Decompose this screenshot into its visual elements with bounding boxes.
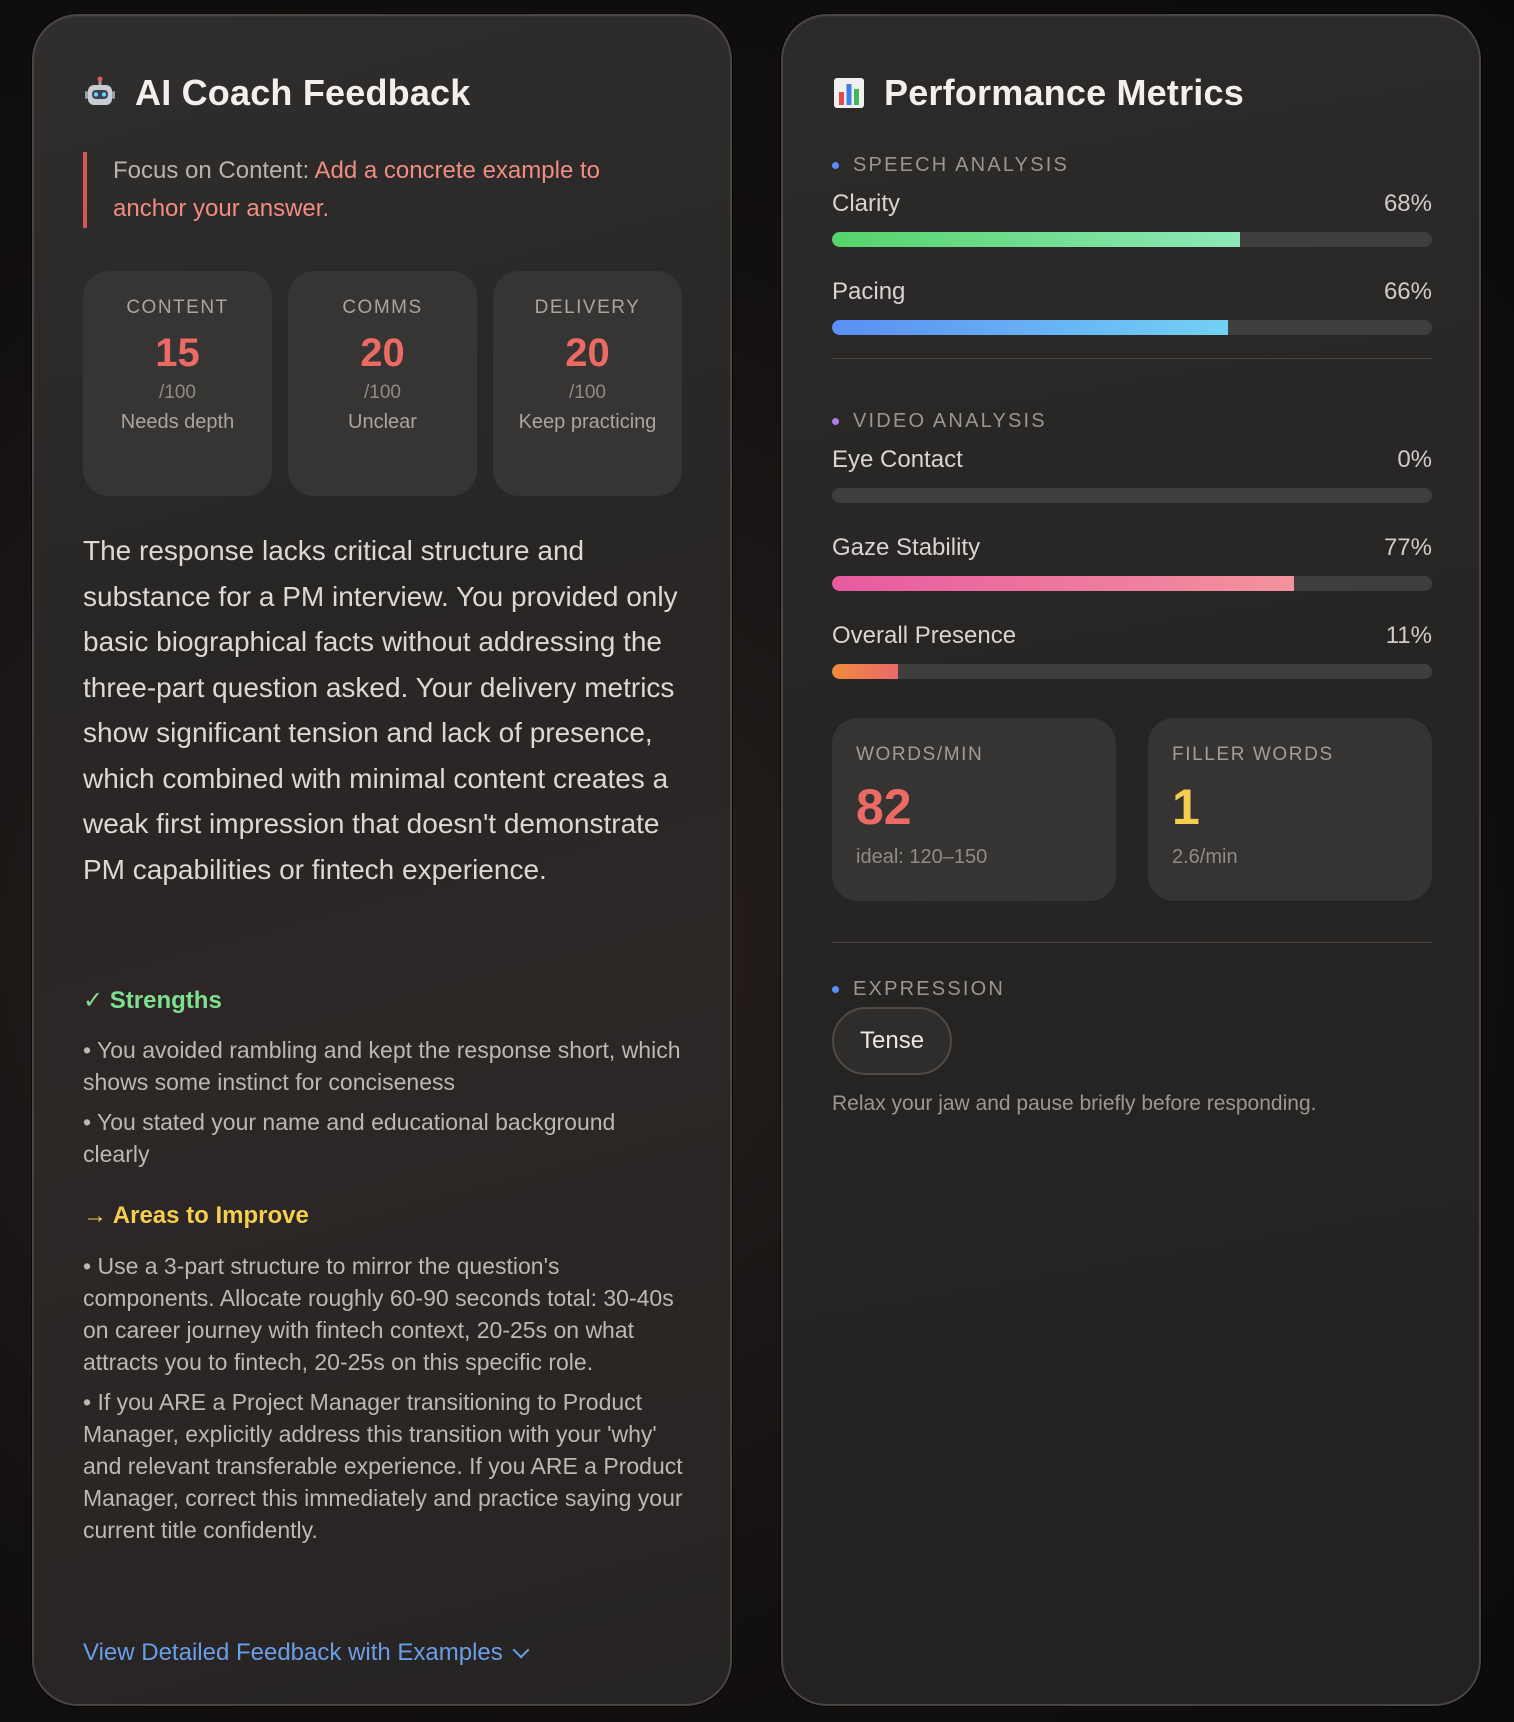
metrics-title: Performance Metrics	[884, 72, 1244, 113]
view-detailed-feedback-link[interactable]	[83, 1639, 527, 1667]
expression-badge: Tense	[832, 1007, 952, 1075]
list-item: • Use a 3-part structure to mirror the question's components. Allocate roughly 60-90 seconds total: 30-40s on career journey with fintech context, 20-25s on what attracts you to fintech, 20-25s on this specific role.	[83, 1250, 683, 1378]
bar-chart-icon	[832, 76, 866, 110]
performance-metrics-panel	[781, 14, 1481, 1706]
metric-percent: 68%	[1383, 190, 1432, 217]
progress-fill	[832, 576, 1294, 591]
section-label-text: SPEECH ANALYSIS	[853, 154, 1070, 176]
progress-fill	[832, 664, 898, 679]
stat-value: 1	[1172, 779, 1200, 835]
focus-text: Add a concrete example to anchor your answer.	[113, 157, 600, 222]
score-value: 15	[155, 331, 200, 375]
video-analysis-label	[832, 410, 1047, 433]
improve-list	[83, 1250, 683, 1554]
section-dot	[832, 162, 839, 169]
score-label: CONTENT	[126, 297, 229, 318]
score-label: COMMS	[342, 297, 423, 318]
words-per-minute-card	[832, 718, 1116, 901]
metric-name: Clarity	[832, 190, 901, 217]
score-card-delivery	[493, 271, 682, 496]
metric-gaze-stability	[832, 534, 1432, 591]
stat-label: WORDS/MIN	[856, 744, 984, 765]
progress-fill	[832, 320, 1228, 335]
progress-track	[832, 664, 1432, 679]
section-label-text: VIDEO ANALYSIS	[853, 410, 1047, 432]
stat-value: 82	[856, 779, 912, 835]
metric-eye-contact	[832, 446, 1432, 503]
speech-analysis-label	[832, 154, 1069, 177]
section-label-text: EXPRESSION	[853, 978, 1006, 1000]
metric-percent: 77%	[1383, 534, 1432, 561]
strengths-heading: ✓ Strengths	[83, 987, 222, 1014]
list-item: • You avoided rambling and kept the response short, which shows some instinct for conciseness	[83, 1034, 683, 1098]
section-dot	[832, 418, 839, 425]
score-denominator: /100	[159, 382, 196, 403]
divider	[832, 358, 1432, 359]
progress-track	[832, 232, 1432, 247]
improve-heading: → Areas to Improve	[83, 1202, 309, 1229]
detail-link-label: View Detailed Feedback with Examples	[83, 1639, 503, 1666]
coach-title: AI Coach Feedback	[135, 72, 471, 113]
stat-cards	[832, 718, 1432, 901]
filler-words-card	[1148, 718, 1432, 901]
metric-percent: 66%	[1383, 278, 1432, 305]
expression-label	[832, 978, 1005, 1001]
score-note: Keep practicing	[518, 411, 657, 433]
score-cards	[83, 271, 682, 496]
score-label: DELIVERY	[534, 297, 641, 318]
stat-sub: ideal: 120–150	[856, 846, 988, 868]
progress-track	[832, 320, 1432, 335]
metric-name: Eye Contact	[832, 446, 963, 473]
metric-percent: 11%	[1385, 622, 1432, 649]
metrics-header	[832, 72, 1244, 114]
metric-name: Overall Presence	[832, 622, 1017, 649]
stat-label: FILLER WORDS	[1172, 744, 1334, 765]
metric-name: Pacing	[832, 278, 906, 305]
expression-tip: Relax your jaw and pause briefly before responding.	[832, 1092, 1317, 1115]
score-denominator: /100	[364, 382, 401, 403]
coach-header	[83, 72, 471, 114]
score-card-comms	[288, 271, 477, 496]
strengths-list	[83, 1034, 683, 1178]
score-value: 20	[565, 331, 610, 375]
metric-overall-presence	[832, 622, 1432, 679]
list-item: • If you ARE a Project Manager transitioning to Product Manager, explicitly address this transition with your 'why' and relevant transferable experience. If you ARE a Product Manager, correct this immediately and practice saying your current title confidently.	[83, 1386, 683, 1546]
score-card-content	[83, 271, 272, 496]
metric-name: Gaze Stability	[832, 534, 981, 561]
section-dot	[832, 986, 839, 993]
focus-callout	[83, 152, 643, 228]
progress-track	[832, 488, 1432, 503]
focus-label: Focus on Content:	[113, 157, 310, 184]
score-note: Needs depth	[120, 411, 235, 433]
list-item: • You stated your name and educational background clearly	[83, 1106, 683, 1170]
metric-clarity	[832, 190, 1432, 247]
divider	[832, 942, 1432, 943]
progress-fill	[832, 232, 1240, 247]
score-denominator: /100	[569, 382, 606, 403]
progress-track	[832, 576, 1432, 591]
score-value: 20	[360, 331, 405, 375]
score-note: Unclear	[348, 411, 417, 433]
metric-pacing	[832, 278, 1432, 335]
metric-percent: 0%	[1397, 446, 1432, 473]
robot-icon	[83, 76, 117, 110]
ai-coach-panel	[32, 14, 732, 1706]
feedback-summary: The response lacks critical structure and substance for a PM interview. You provided only basic biographical facts without addressing the three-part question asked. Your delivery metrics show significant tension and lack of presence, which combined with minimal content creates a weak first impression that doesn't demonstrate PM capabilities or fintech experience.	[83, 535, 678, 885]
chevron-down-icon	[512, 1642, 529, 1659]
stat-sub: 2.6/min	[1172, 846, 1238, 868]
